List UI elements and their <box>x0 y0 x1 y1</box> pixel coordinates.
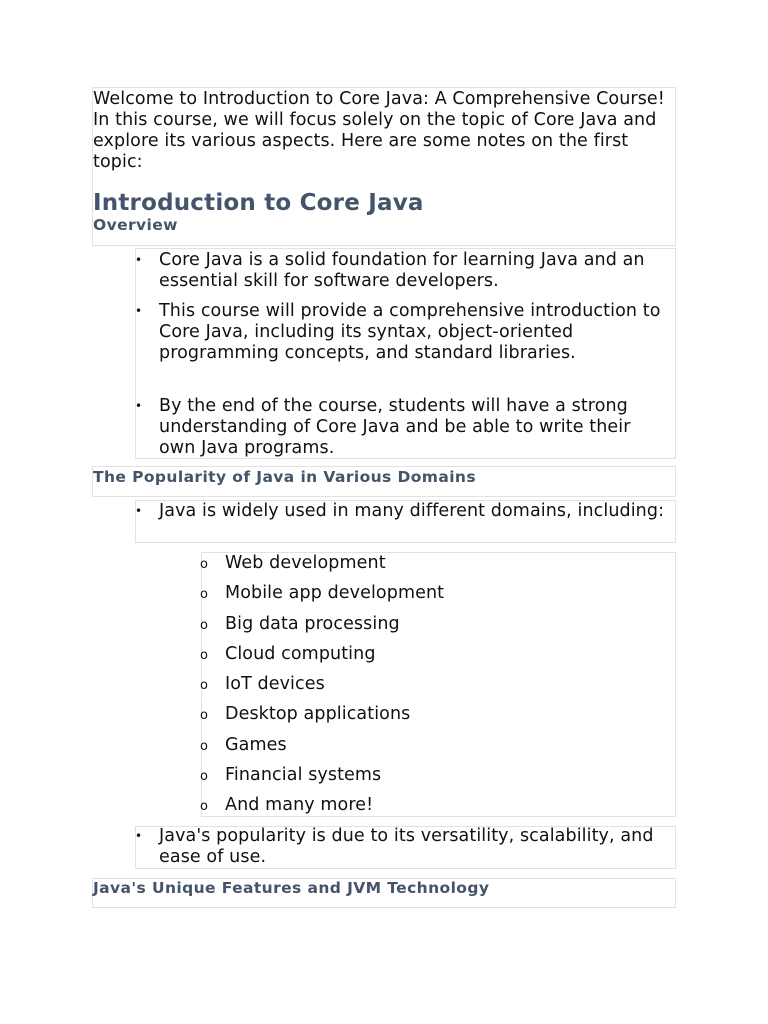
list-item-text: By the end of the course, students will have a strong understanding of Core Java and be able to write their own Java programs. <box>159 396 631 458</box>
domain-list-item <box>200 644 665 665</box>
circle-bullet-icon: o <box>200 678 209 693</box>
domain-list-item-text: And many more! <box>225 795 374 815</box>
bullet-icon: • <box>135 253 143 267</box>
domain-list-item <box>200 735 665 756</box>
intro-paragraph: Welcome to Introduction to Core Java: A Comprehensive Course! In this course, we will focus solely on the topic of Core Java and explore its various aspects. Here are some notes on the first topic: <box>93 89 665 172</box>
list-item <box>135 396 669 459</box>
list-item-text: Core Java is a solid foundation for learning Java and an essential skill for software developers. <box>159 250 645 291</box>
list-item <box>135 301 669 364</box>
circle-bullet-icon: o <box>200 799 209 814</box>
list-item <box>135 501 669 522</box>
domain-list-item <box>200 583 665 604</box>
circle-bullet-icon: o <box>200 708 209 723</box>
popularity-heading: The Popularity of Java in Various Domains <box>93 468 476 486</box>
domain-list-item <box>200 553 665 574</box>
circle-bullet-icon: o <box>200 618 209 633</box>
list-item-text: Java's popularity is due to its versatility, scalability, and ease of use. <box>159 826 654 867</box>
features-heading: Java's Unique Features and JVM Technology <box>93 879 490 897</box>
circle-bullet-icon: o <box>200 587 209 602</box>
list-item-text: Java is widely used in many different domains, including: <box>159 501 665 521</box>
domain-list-item-text: Cloud computing <box>225 644 376 664</box>
circle-bullet-icon: o <box>200 648 209 663</box>
bullet-icon: • <box>135 829 143 843</box>
list-item-text: This course will provide a comprehensive introduction to Core Java, including its syntax, object-oriented programming concepts, and standard libraries. <box>159 301 661 363</box>
domain-list-item-text: IoT devices <box>225 674 325 694</box>
domain-list-item-text: Big data processing <box>225 614 400 634</box>
bullet-icon: • <box>135 504 143 518</box>
circle-bullet-icon: o <box>200 557 209 572</box>
list-item <box>135 250 669 292</box>
page-title: Introduction to Core Java <box>93 190 424 216</box>
bullet-icon: • <box>135 399 143 413</box>
domain-list-item-text: Desktop applications <box>225 704 411 724</box>
domain-list-item <box>200 704 665 725</box>
domain-list-item <box>200 614 665 635</box>
overview-heading: Overview <box>93 216 178 234</box>
circle-bullet-icon: o <box>200 739 209 754</box>
domain-list-item-text: Financial systems <box>225 765 382 785</box>
domain-list-item <box>200 795 665 816</box>
domain-list-item-text: Web development <box>225 553 386 573</box>
domain-list-item <box>200 674 665 695</box>
bullet-icon: • <box>135 304 143 318</box>
list-item <box>135 826 669 868</box>
domain-list-item-text: Mobile app development <box>225 583 445 603</box>
domain-list-item <box>200 765 665 786</box>
circle-bullet-icon: o <box>200 769 209 784</box>
domain-list-item-text: Games <box>225 735 287 755</box>
